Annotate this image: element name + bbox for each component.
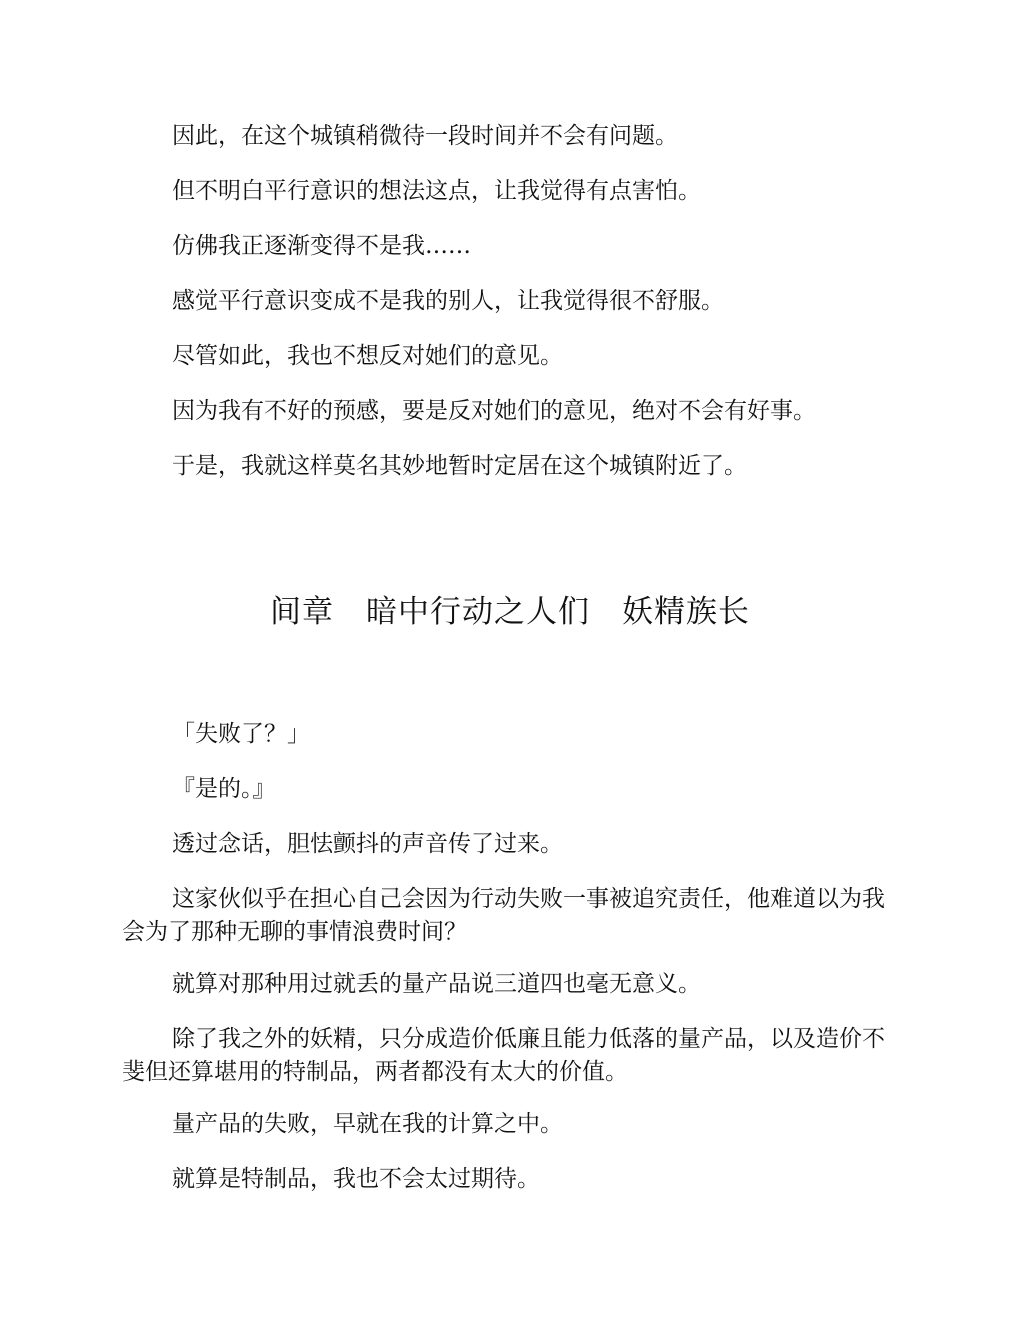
paragraph: 仿佛我正逐渐变得不是我…… — [172, 233, 471, 259]
paragraph: 因此，在这个城镇稍微待一段时间并不会有问题。 — [172, 123, 678, 149]
paragraph: 这家伙似乎在担心自己会因为行动失败一事被追究责任，他难道以为我会为了那种无聊的事情浪费时间？ — [122, 886, 885, 945]
chapter-title: 间章 暗中行动之人们 妖精族长 — [270, 594, 750, 630]
paragraph: 于是，我就这样莫名其妙地暂时定居在这个城镇附近了。 — [172, 453, 747, 479]
paragraph: 尽管如此，我也不想反对她们的意见。 — [172, 343, 563, 369]
paragraph: 量产品的失败，早就在我的计算之中。 — [172, 1111, 563, 1137]
paragraph: 但不明白平行意识的想法这点，让我觉得有点害怕。 — [172, 178, 701, 204]
paragraph: 透过念话，胆怯颤抖的声音传了过来。 — [172, 831, 563, 857]
paragraph: 『是的。』 — [172, 776, 276, 802]
paragraph: 除了我之外的妖精，只分成造价低廉且能力低落的量产品，以及造价不斐但还算堪用的特制品，两者都没有太大的价值。 — [122, 1026, 885, 1085]
paragraph: 就算是特制品，我也不会太过期待。 — [172, 1166, 540, 1192]
paragraph: 因为我有不好的预感，要是反对她们的意见，绝对不会有好事。 — [172, 398, 816, 424]
paragraph: 就算对那种用过就丢的量产品说三道四也毫无意义。 — [172, 971, 701, 997]
paragraph: 感觉平行意识变成不是我的别人，让我觉得很不舒服。 — [172, 288, 724, 314]
paragraph: 「失败了？」 — [172, 721, 310, 747]
